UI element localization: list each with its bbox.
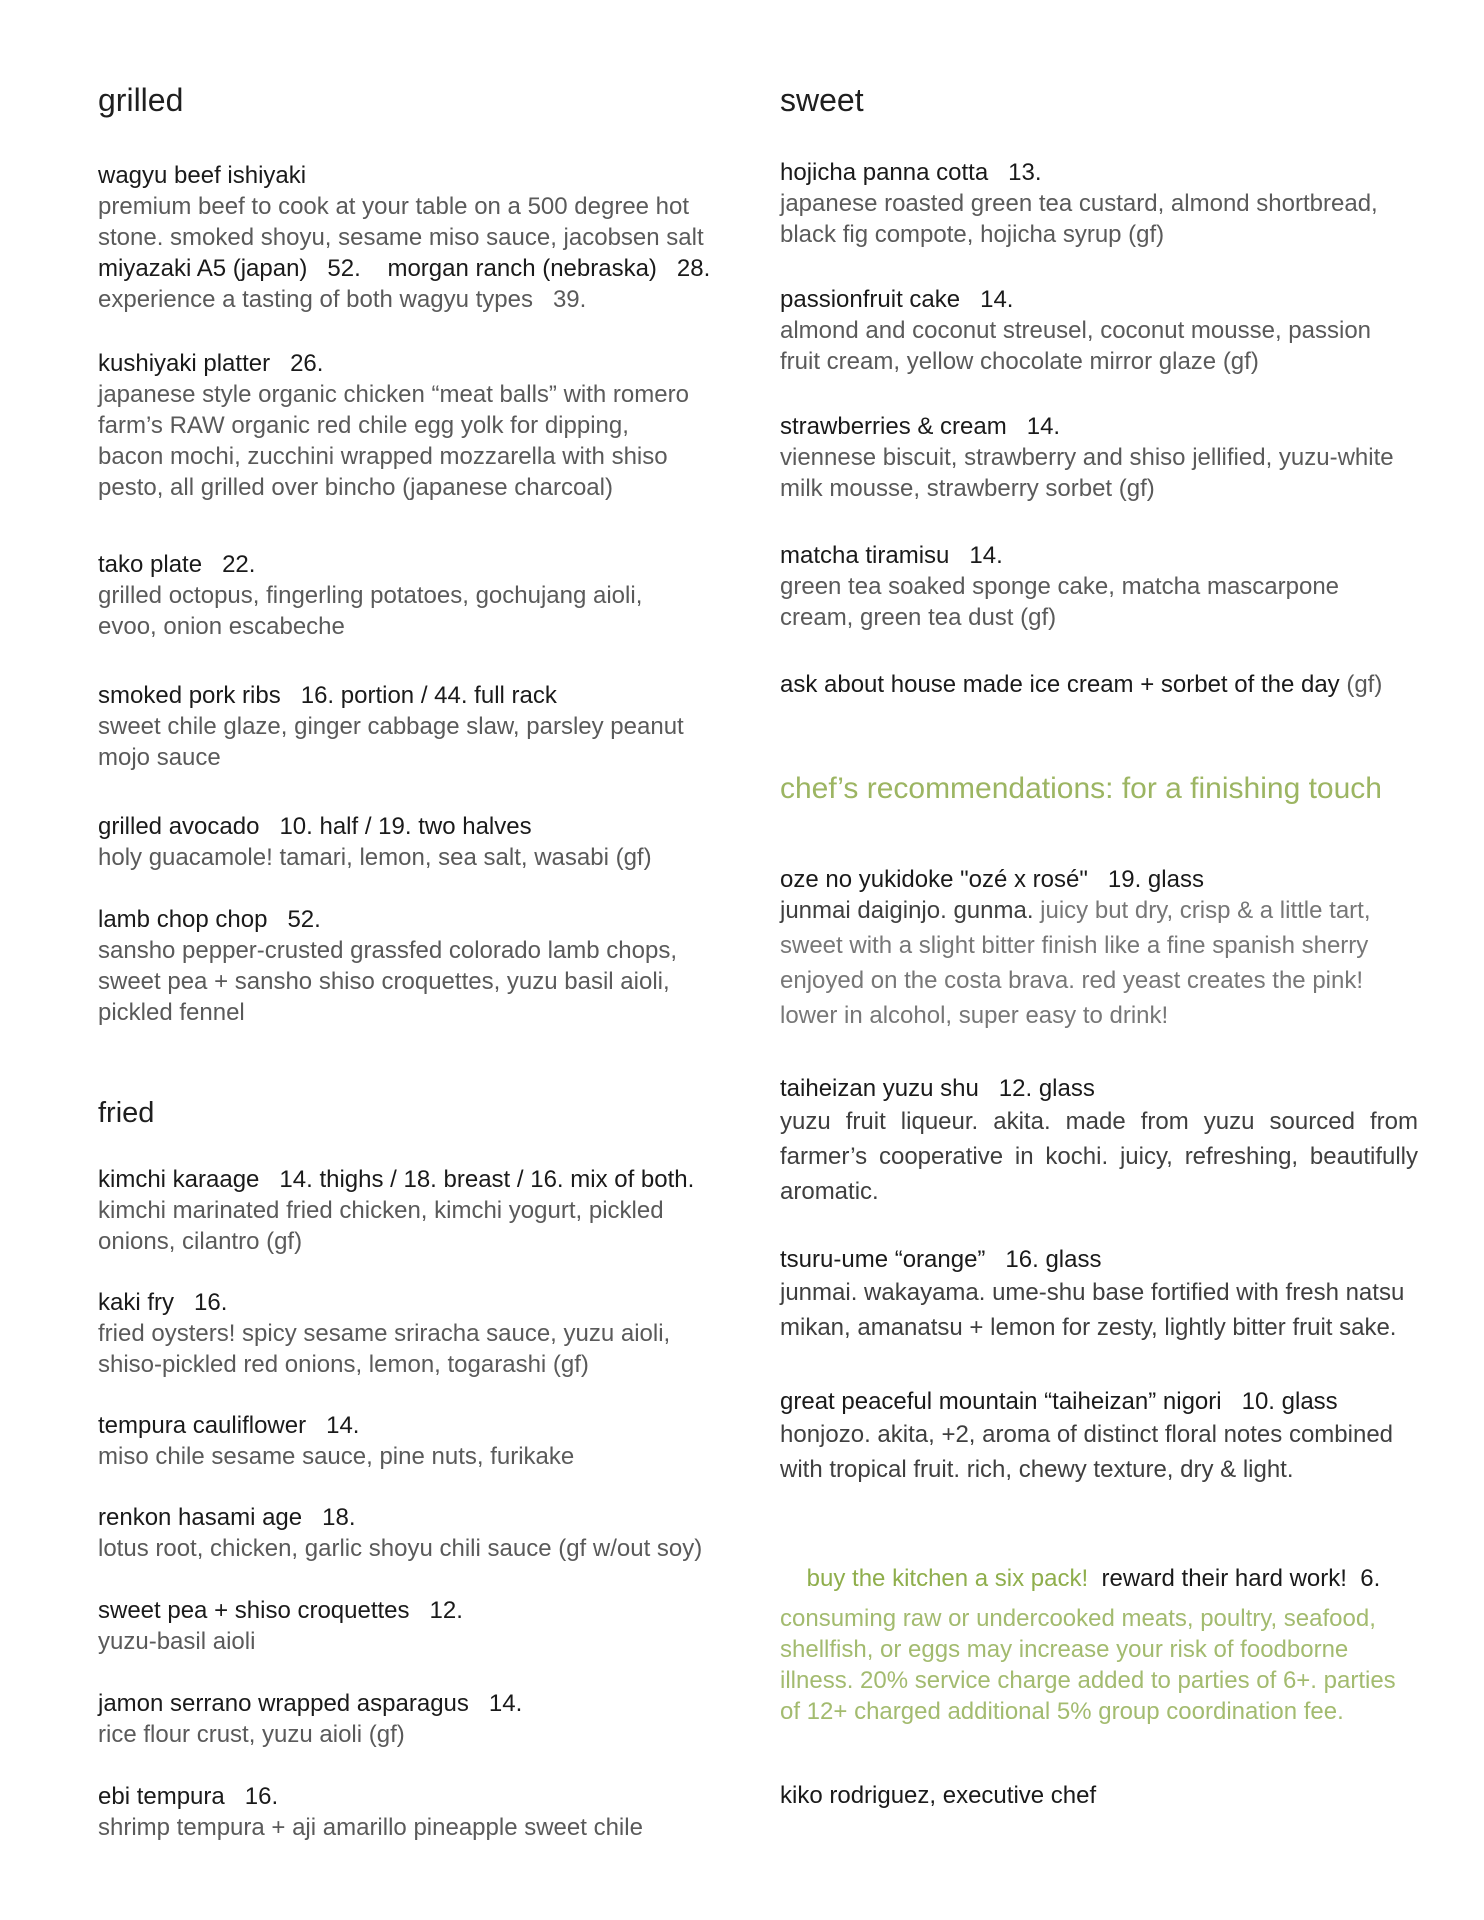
- item-description: [98, 1195, 732, 1257]
- item-description: [98, 1626, 732, 1657]
- item-name: ebi tempura 16.: [98, 1783, 279, 1810]
- sake-item-taiheizan-nigori: [780, 1386, 1418, 1487]
- menu-item-kushiyaki-platter: [98, 348, 732, 503]
- item-description: [98, 191, 732, 315]
- item-description: [98, 1318, 732, 1380]
- desc-line: green tea soaked sponge cake, matcha mascarpone: [780, 573, 1340, 600]
- item-name: matcha tiramisu 14.: [780, 542, 1003, 569]
- desc-line: fruit cream, yellow chocolate mirror glaze (gf): [780, 348, 1259, 375]
- menu-item-ebi-tempura: [98, 1781, 732, 1843]
- item-description: yuzu fruit liqueur. akita. made from yuzu sourced from farmer’s cooperative in kochi. juicy, refreshing, beautifully aromatic.: [780, 1108, 1418, 1205]
- menu-item-lamb-chop-chop: [98, 904, 732, 1028]
- left-column: [98, 0, 732, 1920]
- desc-line: sweet pea + sansho shiso croquettes, yuzu basil aioli,: [98, 968, 670, 995]
- sake-item-taiheizan-yuzu-shu: [780, 1073, 1418, 1209]
- item-description: [98, 580, 732, 642]
- desc-line: evoo, onion escabeche: [98, 613, 345, 640]
- desc-line: enjoyed on the costa brava. red yeast creates the pink!: [780, 967, 1364, 994]
- item-name: great peaceful mountain “taiheizan” nigori 10. glass: [780, 1388, 1338, 1415]
- desc-line: shrimp tempura + aji amarillo pineapple sweet chile: [98, 1814, 643, 1841]
- desc-line: rice flour crust, yuzu aioli (gf): [98, 1721, 405, 1748]
- item-name: kimchi karaage 14. thighs / 18. breast / 16. mix of both.: [98, 1166, 695, 1193]
- item-name: taiheizan yuzu shu 12. glass: [780, 1075, 1095, 1102]
- menu-item-passionfruit-cake: [780, 284, 1418, 377]
- right-column: [780, 0, 1418, 1920]
- menu-item-smoked-pork-ribs: [98, 680, 732, 773]
- desc-line: sweet chile glaze, ginger cabbage slaw, parsley peanut: [98, 713, 684, 740]
- item-name: tako plate 22.: [98, 551, 256, 578]
- item-name: wagyu beef ishiyaki: [98, 162, 307, 189]
- item-description: [780, 315, 1418, 377]
- desc-line: onions, cilantro (gf): [98, 1228, 303, 1255]
- sake-item-oze-no-yukidoke: [780, 864, 1418, 1033]
- ice-cream-note: [780, 669, 1382, 700]
- menu-item-sweet-pea-shiso-croquettes: [98, 1595, 732, 1657]
- desc-line: sansho pepper-crusted grassfed colorado lamb chops,: [98, 937, 677, 964]
- item-name: oze no yukidoke "ozé x rosé" 19. glass: [780, 866, 1204, 893]
- item-name: jamon serrano wrapped asparagus 14.: [98, 1690, 523, 1717]
- item-description: [780, 1417, 1418, 1487]
- price-line: miyazaki A5 (japan) 52. morgan ranch (nebraska) 28.: [98, 255, 711, 282]
- menu-item-kimchi-karaage: [98, 1164, 732, 1257]
- desc-line: miso chile sesame sauce, pine nuts, furikake: [98, 1443, 575, 1470]
- sake-origin: junmai daiginjo. gunma.: [780, 897, 1034, 924]
- menu-item-strawberries-cream: [780, 411, 1418, 504]
- disclaimer-text: [780, 1603, 1418, 1727]
- section-title-sweet: sweet: [780, 82, 864, 118]
- item-description: [780, 1275, 1418, 1345]
- desc-line: sweet with a slight bitter finish like a fine spanish sherry: [780, 932, 1369, 959]
- menu-item-matcha-tiramisu: [780, 540, 1418, 633]
- item-name: renkon hasami age 18.: [98, 1504, 356, 1531]
- desc-line: farm’s RAW organic red chile egg yolk for dipping,: [98, 412, 629, 439]
- desc-line: junmai. wakayama. ume-shu base fortified with fresh natsu: [780, 1279, 1405, 1306]
- desc-line: premium beef to cook at your table on a 500 degree hot: [98, 193, 690, 220]
- section-title-grilled: grilled: [98, 82, 184, 118]
- desc-line: grilled octopus, fingerling potatoes, gochujang aioli,: [98, 582, 643, 609]
- menu-item-grilled-avocado: [98, 811, 732, 873]
- six-pack-rest: reward their hard work! 6.: [1088, 1565, 1381, 1592]
- item-description: [780, 893, 1418, 1033]
- desc-line: stone. smoked shoyu, sesame miso sauce, jacobsen salt: [98, 224, 704, 251]
- item-description: [98, 935, 732, 1028]
- six-pack-bold: buy the kitchen a six pack!: [806, 1565, 1089, 1592]
- desc-line: fried oysters! spicy sesame sriracha sauce, yuzu aioli,: [98, 1320, 671, 1347]
- item-name: passionfruit cake 14.: [780, 286, 1014, 313]
- item-description: [780, 442, 1418, 504]
- sake-item-tsuru-ume-orange: [780, 1244, 1418, 1345]
- desc-line: [780, 893, 1418, 928]
- desc-line: milk mousse, strawberry sorbet (gf): [780, 475, 1155, 502]
- desc-line: kimchi marinated fried chicken, kimchi yogurt, pickled: [98, 1197, 664, 1224]
- desc-line: with tropical fruit. rich, chewy texture, dry & light.: [780, 1456, 1294, 1483]
- section-title-fried: fried: [98, 1097, 155, 1129]
- item-name: smoked pork ribs 16. portion / 44. full rack: [98, 682, 557, 709]
- item-description: [98, 842, 732, 873]
- item-description: [98, 1812, 732, 1843]
- item-description: [780, 188, 1418, 250]
- item-name: tsuru-ume “orange” 16. glass: [780, 1246, 1102, 1273]
- menu-item-kaki-fry: [98, 1287, 732, 1380]
- desc-line: lotus root, chicken, garlic shoyu chili sauce (gf w/out soy): [98, 1535, 703, 1562]
- chef-recommendations-heading: chef’s recommendations: for a finishing touch: [780, 772, 1382, 805]
- menu-item-hojicha-panna-cotta: [780, 157, 1418, 250]
- item-name: grilled avocado 10. half / 19. two halves: [98, 813, 532, 840]
- item-description: [780, 571, 1418, 633]
- desc-line: shiso-pickled red onions, lemon, togarashi (gf): [98, 1351, 589, 1378]
- item-name: sweet pea + shiso croquettes 12.: [98, 1597, 463, 1624]
- desc-line: of 12+ charged additional 5% group coordination fee.: [780, 1698, 1344, 1725]
- desc-line: experience a tasting of both wagyu types 39.: [98, 286, 587, 313]
- desc-line: consuming raw or undercooked meats, poultry, seafood,: [780, 1605, 1376, 1632]
- desc-line: illness. 20% service charge added to parties of 6+. parties: [780, 1667, 1396, 1694]
- desc-line: lower in alcohol, super easy to drink!: [780, 1002, 1169, 1029]
- desc-line: pickled fennel: [98, 999, 245, 1026]
- desc-line: yuzu-basil aioli: [98, 1628, 256, 1655]
- desc-line: mikan, amanatsu + lemon for zesty, lightly bitter fruit sake.: [780, 1314, 1397, 1341]
- desc-line: viennese biscuit, strawberry and shiso jellified, yuzu-white: [780, 444, 1394, 471]
- sake-notes: juicy but dry, crisp & a little tart,: [1033, 897, 1371, 924]
- item-name: hojicha panna cotta 13.: [780, 159, 1042, 186]
- ice-cream-note-text: ask about house made ice cream + sorbet of the day: [780, 671, 1340, 698]
- desc-line: pesto, all grilled over bincho (japanese charcoal): [98, 474, 613, 501]
- item-description: [98, 1533, 732, 1564]
- item-name: lamb chop chop 52.: [98, 906, 321, 933]
- desc-line: almond and coconut streusel, coconut mousse, passion: [780, 317, 1372, 344]
- desc-line: honjozo. akita, +2, aroma of distinct floral notes combined: [780, 1421, 1394, 1448]
- item-name: tempura cauliflower 14.: [98, 1412, 360, 1439]
- desc-line: black fig compote, hojicha syrup (gf): [780, 221, 1165, 248]
- item-description: [98, 379, 732, 503]
- menu-item-tako-plate: [98, 549, 732, 642]
- desc-line: japanese roasted green tea custard, almond shortbread,: [780, 190, 1378, 217]
- desc-line: bacon mochi, zucchini wrapped mozzarella with shiso: [98, 443, 668, 470]
- item-name: kaki fry 16.: [98, 1289, 228, 1316]
- item-name: kushiyaki platter 26.: [98, 350, 324, 377]
- desc-line: holy guacamole! tamari, lemon, sea salt, wasabi (gf): [98, 844, 652, 871]
- menu-item-jamon-serrano-asparagus: [98, 1688, 732, 1750]
- item-description: [98, 1441, 732, 1472]
- desc-line: shellfish, or eggs may increase your risk of foodborne: [780, 1636, 1349, 1663]
- item-description: [98, 711, 732, 773]
- item-description: [98, 1719, 732, 1750]
- desc-line: mojo sauce: [98, 744, 221, 771]
- item-name: strawberries & cream 14.: [780, 413, 1061, 440]
- ice-cream-gf-tag: (gf): [1339, 671, 1383, 698]
- menu-item-renkon-hasami-age: [98, 1502, 732, 1564]
- executive-chef-credit: kiko rodriguez, executive chef: [780, 1782, 1097, 1809]
- desc-line: cream, green tea dust (gf): [780, 604, 1057, 631]
- desc-line: japanese style organic chicken “meat balls” with romero: [98, 381, 689, 408]
- menu-item-tempura-cauliflower: [98, 1410, 732, 1472]
- menu-item-wagyu-beef-ishiyaki: [98, 160, 732, 315]
- raw-food-disclaimer: [780, 1603, 1418, 1727]
